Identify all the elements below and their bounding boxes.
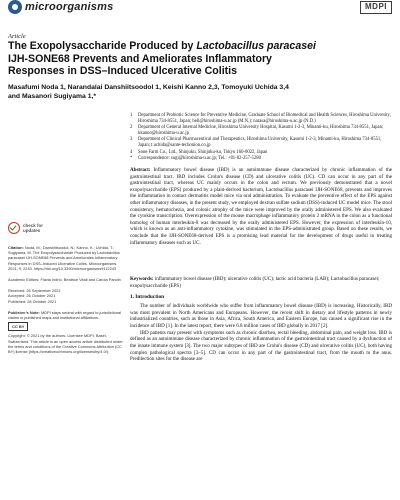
- affiliation-item: [130, 150, 392, 156]
- editors-text: Flavia Indrio, Beatrice Vitali and Carola Parolin: [40, 277, 121, 283]
- affiliation-mark: 4: [130, 149, 133, 155]
- journal-header: [0, 0, 400, 24]
- title-species: Lactobacillus paracasei: [196, 40, 316, 52]
- publisher-logo: MDPI: [360, 1, 392, 14]
- affiliation-item: [130, 125, 392, 137]
- keywords: [130, 276, 392, 289]
- affiliation-mark: 2: [130, 125, 133, 131]
- check-updates-label: check for updates: [23, 223, 44, 233]
- citation-text: Noda, M.; Danshiitsoodol, N.; Kanno, K.; Uchida, T.; Sugiyama, M. The Exopolysaccharide Produced by Lactobacillus paracasei IJH-SONE68 Prevents and Ameliorates Inflammatory Responses in DSS–Induced Ulcerative Colitis. Microorganisms 2021, 9, 2243. https://doi.org/10.3390/microorganisms9112243: [8, 245, 120, 271]
- intro-paragraph-2: IBD patients may present with symptoms such as chronic diarrhea, rectal bleeding, abdominal pain, and weight loss. IBD is defined as an autoimmune disease characterized by chronic inflammation of the gastrointestinal tract caused by a dysfunction of the innate immune system [3]. The two major subtypes of IBD are Crohn's disease (CD) and ulcerative colitis (UC), both having complex pathological spectra [3–5]. CD can occur in any part of the gastrointestinal tract, from the mouth to the anus. Predilection sites for the disease are: [130, 329, 392, 363]
- check-updates-icon: [8, 222, 20, 234]
- citation-block: [8, 245, 126, 271]
- cc-license-badge[interactable]: CC BY: [8, 322, 28, 331]
- editors-label: Academic Editors:: [8, 277, 40, 283]
- journal-logo-icon: [8, 0, 22, 14]
- title-line-1: The Exopolysaccharide Produced by: [8, 40, 197, 52]
- correspondence-text: Correspondence: sugi@hiroshima-u.ac.jp; Tel.: +81-82-257-5280: [138, 155, 261, 161]
- journal-name: microorganisms: [25, 1, 114, 13]
- citation-label: Citation:: [8, 245, 24, 250]
- publisher-note-label: Publisher's Note:: [8, 309, 40, 315]
- affiliation-item: [130, 113, 392, 125]
- authors-line-2: and Masanori Sugiyama 1,*: [8, 93, 97, 101]
- published-date: Published: 28 October 2021: [8, 298, 57, 304]
- affiliation-text: Sone Farm Co., Ltd., Shinjuku, Shinjuku-ku, Tokyo 160-0022, Japan: [138, 149, 268, 155]
- affiliation-mark: *: [130, 155, 133, 161]
- affiliation-mark: 1: [130, 113, 133, 118]
- abstract-text: Inflammatory bowel disease (IBD) is an autoimmune disease characterized by chronic inflammation of the gastrointestinal tract. IBD includes Crohn's disease (CD) and ulcerative colitis (UC). CD can occur in any part of the gastrointestinal tract, whereas UC mainly occurs in the colon and rectum. We previously demonstrated that a novel exopolysaccharide (EPS) produced by a plant-derived bacterium, Lactobacillus paracasei IJH-SONE68, prevents and improves the inflammation in contact dermatitis model mice via oral administration. To evaluate the preventive effect of the EPS against other inflammatory diseases, in the present study, we employed dextran sulfate sodium (DSS)-induced UC model mice. The stool consistency, hematochezia, and colonic atrophy of the mice were improved by the orally administered EPS. We also evaluated the cytokine transcription. Overexpression of the mouse macrophage inflammatory protein 2 mRNA in the colon as a functional homolog of human interleukin-8 was decreased by the orally administered EPS. However, the expression of interleukin-10, which is known as an anti-inflammatory cytokine, was stimulated in the EPS-administrated group. Based on these results, we conclude that the IJH-SONE68-derived EPS is a promising lead material for the development of drugs useful in treating inflammatory diseases such as UC.: [130, 167, 393, 246]
- received-date: Received: 26 September 2021: [8, 288, 61, 294]
- authors-line-1: Masafumi Noda 1, Narandalai Danshiitsoodol 1, Keishi Kanno 2,3, Tomoyuki Uchida 3,4: [8, 84, 289, 91]
- section-heading: 1. Introduction: [130, 294, 165, 300]
- affiliation-item: [130, 137, 392, 149]
- affiliations: [130, 113, 392, 162]
- keywords-label: Keywords:: [130, 276, 154, 282]
- affiliation-text: Department of General Internal Medicine, Hiroshima University Hospital, Kasumi 1-2-3, Minami-ku, Hiroshima 734-8551, Japan; kkanno@hiroshima-u.ac.jp: [138, 125, 384, 136]
- article-type: Article: [8, 33, 26, 40]
- affiliation-text: Department of Clinical Pharmaceutical and Therapeutics, Hiroshima University, Kasumi 1-2-3, Minami-ku, Hiroshima 734-8551, Japan; t.uchida@sante-techonion.co.jp: [138, 137, 382, 149]
- publisher-note-block: [8, 310, 126, 320]
- article-sidebar: [8, 113, 126, 354]
- title-line-2: IJH-SONE68 Prevents and Ameliorates Inflammatory: [8, 52, 272, 65]
- author-list: [8, 83, 338, 101]
- dates-block: [8, 288, 126, 304]
- publisher-note-text: MDPI stays neutral with regard to jurisdictional claims in published maps and institutional affiliations.: [8, 309, 121, 321]
- article-title: [8, 40, 392, 78]
- intro-paragraph-1: The number of individuals worldwide who suffer from inflammatory bowel disease (IBD) is increasing. Historically, IBD was most prevalent in North Americans and Europeans. However, the recent shift in dietary and lifestyle patterns in newly industrialized countries, such as those in Asia, Africa, South America, and Eastern Europe, has caused a significant rise in the incidence of IBD [1]. In the latest report, there were 6.8 million cases of IBD globally in 2017 [2].: [130, 303, 392, 329]
- keywords-text: inflammatory bowel disease (IBD); ulcerative colitis (UC); lactic acid bacteria (LAB); Lactobacillus paracasei; exopolysaccharide (EPS): [130, 276, 380, 289]
- check-updates-badge[interactable]: [8, 221, 48, 239]
- copyright-text: Copyright: © 2021 by the authors. Licensee MDPI, Basel, Switzerland. This article is an open access article distributed under the terms and conditions of the Creative Commons Attribution (CC BY) license (https://creativecommons.org/licenses/by/4.0/).: [8, 333, 123, 355]
- correspondence-item: [130, 156, 392, 162]
- abstract-label: Abstract:: [130, 167, 151, 173]
- affiliation-mark: 3: [130, 137, 133, 143]
- affiliation-text: Department of Probiotic Science for Preventive Medicine, Graduate School of Biomedical and Health Sciences, Hiroshima University, Hiroshima 734-8551, Japan; bell@hiroshima-u.ac.jp (M.N.); narasa@hiroshima-u.ac.jp (N.D.): [138, 113, 391, 124]
- accepted-date: Accepted: 26 October 2021: [8, 293, 56, 299]
- title-line-3: Responses in DSS–Induced Ulcerative Colitis: [8, 65, 238, 77]
- abstract: [130, 167, 392, 246]
- editors-block: [8, 277, 126, 282]
- introduction-body: [130, 303, 392, 363]
